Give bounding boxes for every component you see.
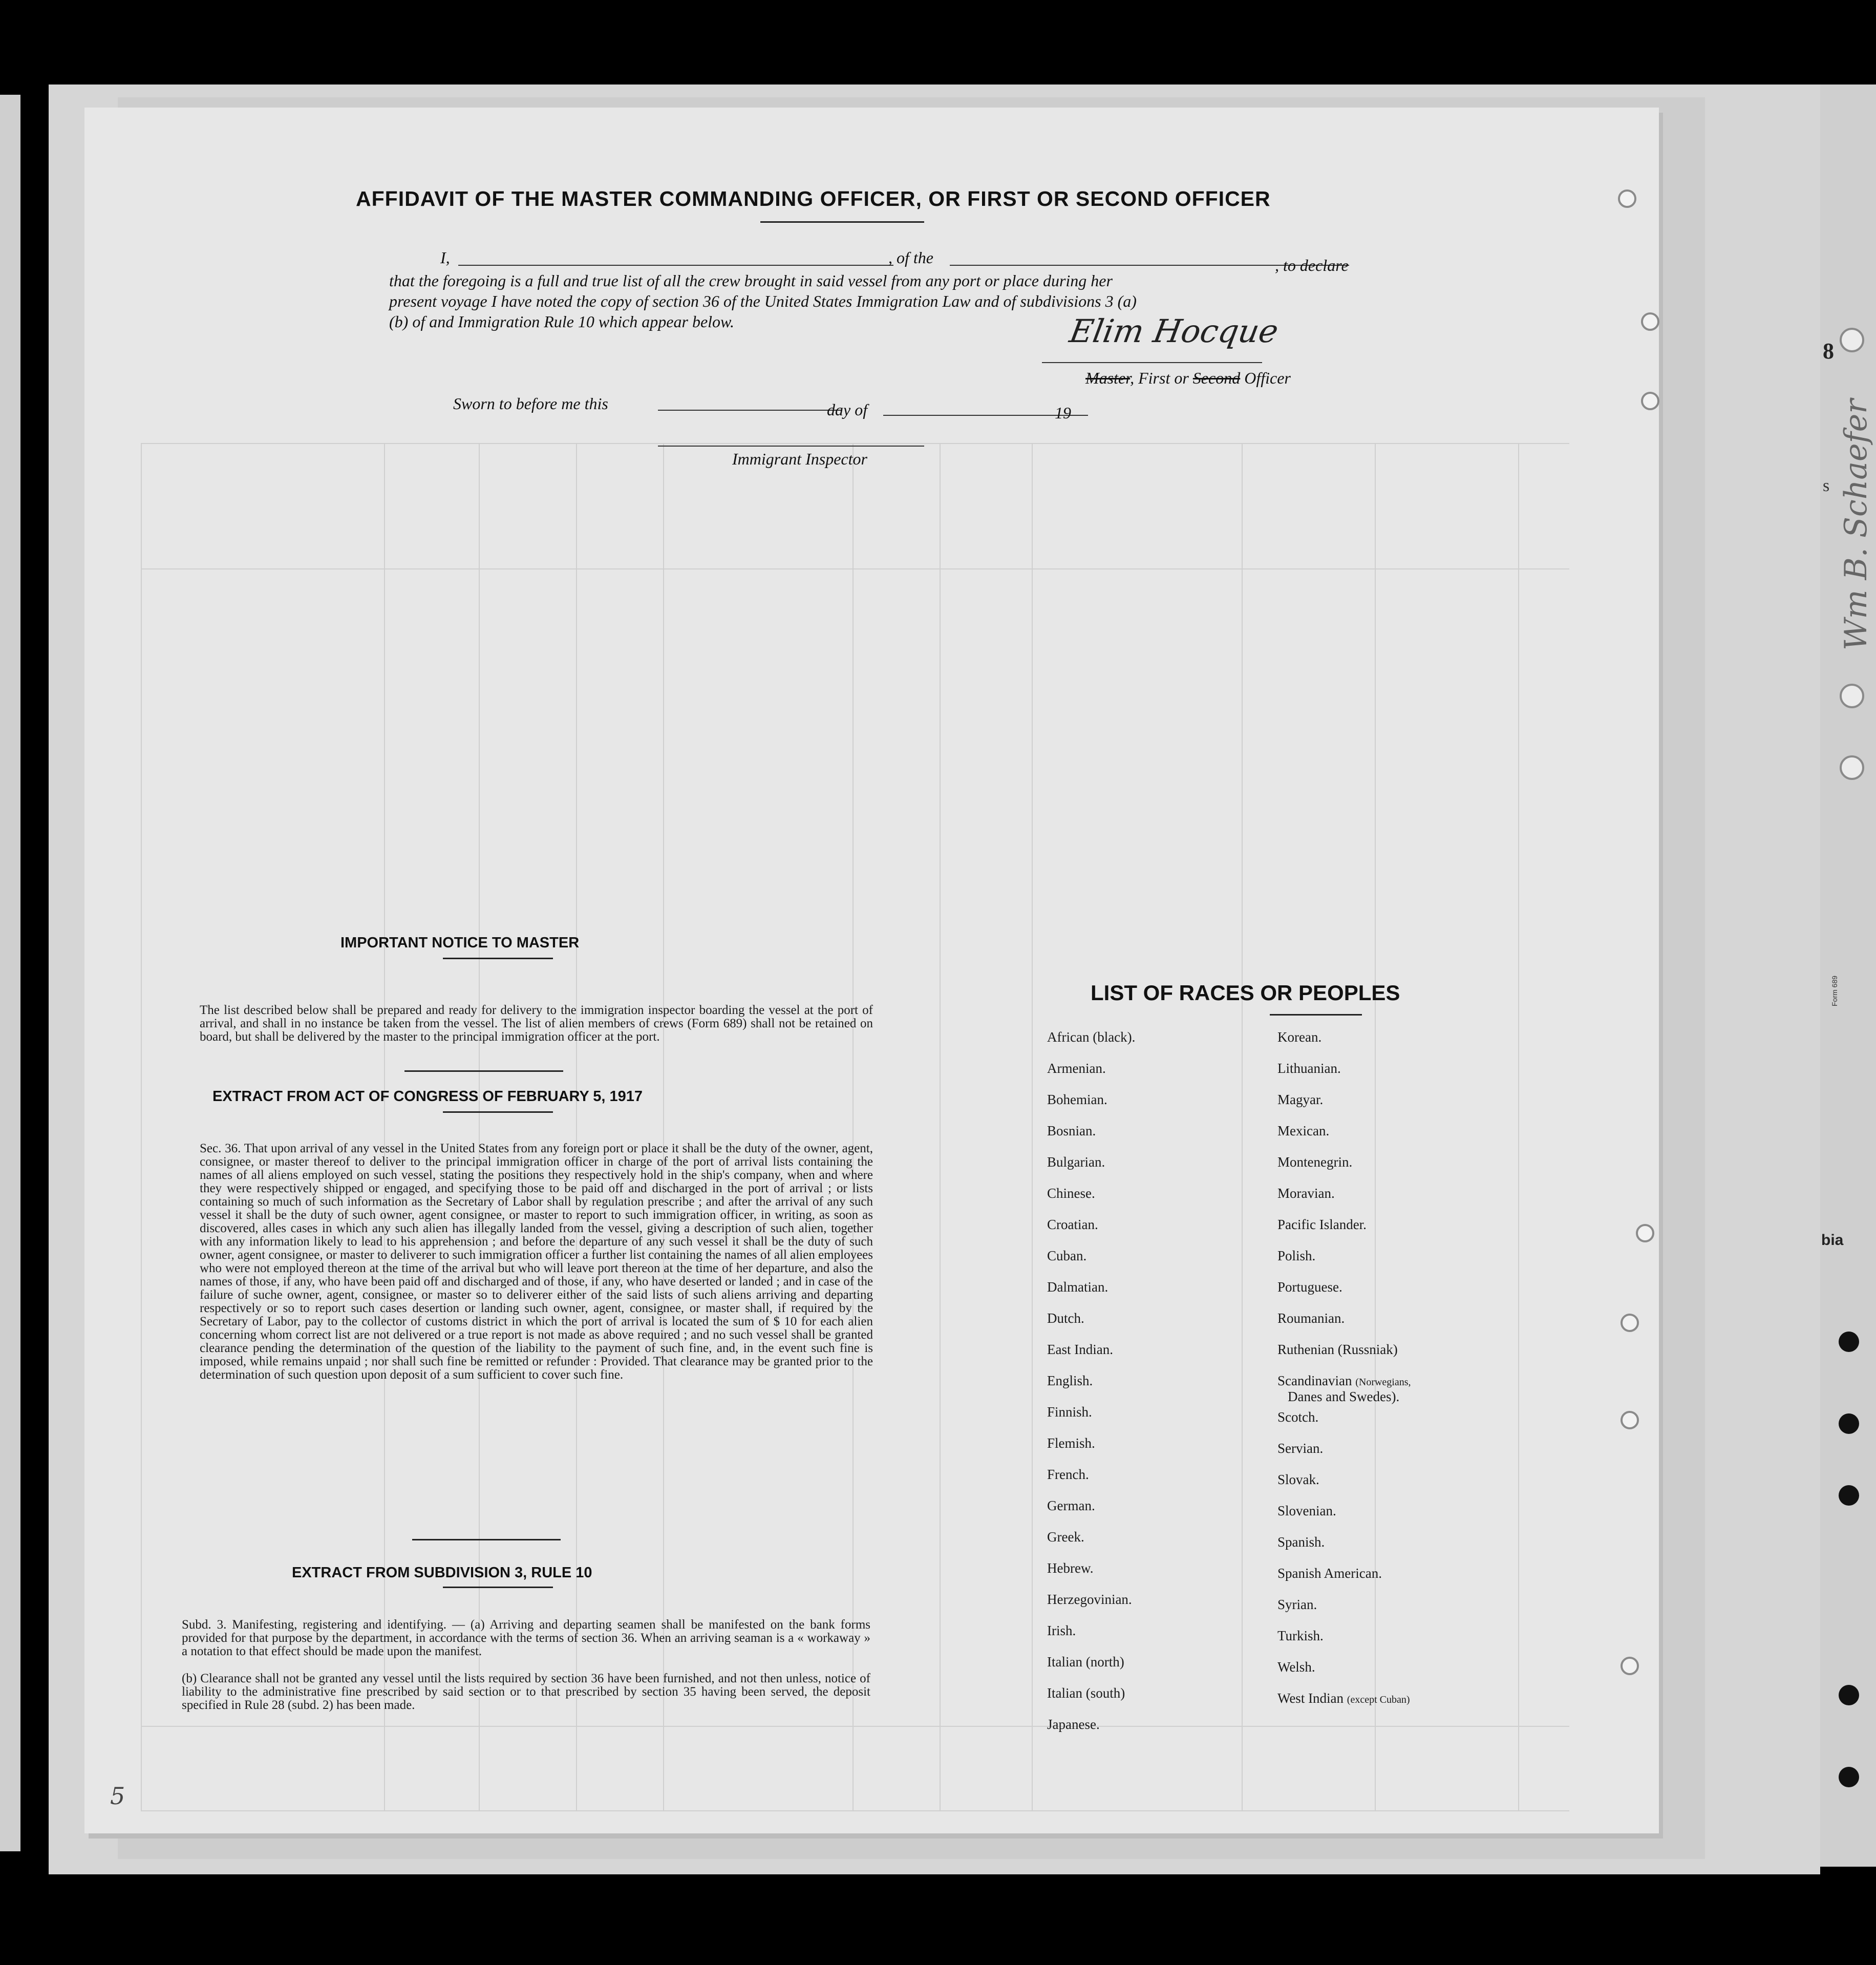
right-margin-number: 8 [1823, 339, 1834, 364]
sheet-hole-icon [1618, 189, 1636, 208]
race-item: Moravian. [1277, 1186, 1335, 1201]
race-item: Servian. [1277, 1441, 1324, 1456]
affidavit-to-declare: , to declare [1275, 256, 1349, 274]
officer-signature: Elim Hocque [1067, 312, 1282, 350]
sworn-label: Sworn to before me this [453, 394, 608, 413]
bottom-handwritten-mark: 5 [110, 1782, 125, 1810]
officer-role: Master, First or Second Officer [1085, 369, 1291, 387]
bleed-grid-line [479, 443, 480, 1810]
race-item: Bulgarian. [1047, 1154, 1105, 1170]
signature-line [1042, 362, 1262, 363]
race-item: Scotch. [1277, 1409, 1319, 1425]
race-item: Turkish. [1277, 1628, 1324, 1643]
notice-rule [404, 1070, 563, 1072]
races-heading: LIST OF RACES OR PEOPLES [1091, 981, 1400, 1005]
day-of-label: day of [827, 400, 868, 419]
affidavit-line-2: that the foregoing is a full and true list of all the crew brought in said vessel from any port or place during her [389, 271, 1113, 290]
race-item: English. [1047, 1373, 1093, 1388]
affidavit-title: AFFIDAVIT OF THE MASTER COMMANDING OFFICER, OR FIRST OR SECOND OFFICER [356, 187, 1271, 210]
race-item: German. [1047, 1498, 1095, 1513]
notice-rule [443, 958, 553, 959]
sheet-hole-icon [1621, 1657, 1639, 1675]
race-item: Portuguese. [1277, 1279, 1342, 1295]
bleed-grid-line [1242, 443, 1243, 1810]
race-item: Croatian. [1047, 1217, 1098, 1232]
race-item: Dutch. [1047, 1311, 1084, 1326]
race-item: Montenegrin. [1277, 1154, 1353, 1170]
race-item: Welsh. [1277, 1659, 1315, 1675]
bleed-grid-line [940, 443, 941, 1810]
race-item: East Indian. [1047, 1342, 1113, 1357]
inspector-signature-line[interactable] [658, 446, 924, 447]
race-item: Spanish. [1277, 1534, 1325, 1550]
act-extract-text: Sec. 36. That upon arrival of any vessel in the United States from any foreign port or place it shall be the duty of the owner, agent, consignee, or master thereof to deliver to the principal immigration officer in charge of the port of arrival lists containing the names of all aliens employed on such vessel, stating the positions they respectively hold in the ship's company, when and where they were respectively shipped or engaged, and specifying those to be paid off and discharged in the port of arrival ; or lists containing so much of such information as the Secretary of Labor shall by regulation prescribe ; and after the arrival of any such vessel it shall be the duty of such owner, agent consignee, or master to report to such immigration officer, in writing, as soon as discovered, alles cases in which any such alien has illegally landed from the vessel, giving a description of such alien, together with any information likely to lead to his apprehension ; and before the departure of any such vessel it shall be the duty of such owner, agent consignee, or master to deliverer to such immigration officer a further list containing the names of all alien employees who were not employed thereon at the time of the arrival but who will leave port thereon at the time of her departure, and also the names of those, if any, who have been paid off and discharged and of those, if any, who have deserted or landed ; and in case of the failure of suche owner, agent, consignee, or master so to deliverer either of the said lists of such aliens arriving and departing respectively or so to report such cases desertion or landing such owner, agent, consignee, or master shall, if required by the Secretary of Labor, pay to the collector of customs district in which the port of arrival is located the sum of $ 10 for each alien concerning whom correct list are not delivered or a true report is not made as above required ; and no such vessel shall be granted clearance pending the determination of the question of the liability to the payment of such fine, and, in the event such fine is imposed, while remains unpaid ; nor shall such fine be remitted or refunder : Provided. That clearance may be granted prior to the determination of such question upon deposit of a sum sufficient to cover such fine. [200, 1142, 873, 1382]
race-item: Cuban. [1047, 1248, 1087, 1263]
act-end-rule [412, 1539, 561, 1540]
right-margin-letter: s [1823, 476, 1830, 495]
race-item: Flemish. [1047, 1435, 1095, 1451]
race-item: Scandinavian (Norwegians, [1277, 1373, 1411, 1388]
race-item: Armenian. [1047, 1061, 1106, 1076]
race-item: Hebrew. [1047, 1560, 1094, 1576]
punch-hole-icon [1840, 328, 1864, 352]
races-right-column [1277, 1029, 1411, 1722]
bleed-grid-line [141, 568, 1569, 569]
race-item: Magyar. [1277, 1092, 1324, 1107]
race-item: Lithuanian. [1277, 1061, 1341, 1076]
right-film-strip [1815, 84, 1876, 1867]
sheet-hole-icon [1641, 392, 1659, 410]
act-rule [443, 1111, 553, 1113]
race-item: Herzegovinian. [1047, 1592, 1132, 1607]
race-item: West Indian (except Cuban) [1277, 1691, 1410, 1706]
punch-dot-icon [1839, 1767, 1859, 1787]
right-form-label: Form 689 [1830, 976, 1839, 1006]
race-item: Mexican. [1277, 1123, 1330, 1138]
title-underline [760, 221, 924, 223]
affidavit-of-the: , of the [888, 248, 933, 267]
notice-text: The list described below shall be prepared and ready for delivery to the immigration inspector boarding the vessel at the port of arrival, and shall in no instance be taken from the vessel. The list of alien members of crews (Form 689) shall not be retained on board, but shall be delivered by the master to the principal immigration officer at the port. [200, 1003, 873, 1044]
punch-dot-icon [1839, 1685, 1859, 1705]
punch-hole-icon [1840, 684, 1864, 708]
bleed-grid-line [1518, 443, 1519, 1810]
race-item: Italian (south) [1047, 1685, 1125, 1701]
bleed-grid-line [141, 1810, 1569, 1811]
race-item: Bosnian. [1047, 1123, 1096, 1138]
affidavit-i: I, [440, 248, 450, 267]
year-label: 19 [1055, 404, 1071, 422]
race-item: African (black). [1047, 1029, 1136, 1045]
bleed-grid-line [663, 443, 664, 1810]
rule-rule [443, 1587, 553, 1588]
sheet-hole-icon [1641, 312, 1659, 331]
rule-extract-text-b: (b) Clearance shall not be granted any vessel until the lists required by section 36 have been furnished, and not then unless, notice of liability to the administrative fine prescribed by said section or to that prescribed by section 35 having been served, the deposit specified in Rule 28 (subd. 2) has been made. [182, 1672, 870, 1712]
punch-dot-icon [1839, 1332, 1859, 1352]
race-item: Polish. [1277, 1248, 1316, 1263]
sworn-date-blank[interactable] [658, 410, 842, 411]
race-item: Bohemian. [1047, 1092, 1107, 1107]
sheet-hole-icon [1636, 1224, 1654, 1242]
rule-extract-text-a: Subd. 3. Manifesting, registering and identifying. — (a) Arriving and departing seamen shall be manifested on the bank forms provided for that purpose by the department, in accordance with the terms of section 36. When an arriving seaman is a « workaway » a notation to that effect should be made upon the manifest. [182, 1618, 870, 1658]
bleed-grid-line [141, 443, 142, 1810]
race-item: Japanese. [1047, 1717, 1100, 1732]
act-extract-heading: EXTRACT FROM ACT OF CONGRESS OF FEBRUARY 5, 1917 [212, 1088, 643, 1105]
affidavit-line-4: (b) of and Immigration Rule 10 which appear below. [389, 312, 734, 331]
race-item: Slovak. [1277, 1472, 1319, 1487]
races-rule [1270, 1014, 1362, 1016]
sheet-hole-icon [1621, 1314, 1639, 1332]
punch-dot-icon [1839, 1485, 1859, 1506]
sheet-hole-icon [1621, 1411, 1639, 1429]
race-item: Syrian. [1277, 1597, 1317, 1612]
punch-dot-icon [1839, 1413, 1859, 1434]
race-item: Spanish American. [1277, 1566, 1382, 1581]
affidavit-line-3: present voyage I have noted the copy of section 36 of the United States Immigration Law and of subdivisions 3 (a) [389, 292, 1137, 310]
race-item: Greek. [1047, 1529, 1084, 1545]
name-blank-field[interactable] [458, 265, 893, 266]
rule-extract-heading: EXTRACT FROM SUBDIVISION 3, RULE 10 [292, 1565, 592, 1581]
race-item: Korean. [1277, 1029, 1322, 1045]
race-item: Chinese. [1047, 1186, 1095, 1201]
bleed-grid-line [852, 443, 854, 1810]
left-film-strip [0, 95, 20, 1851]
race-item: Irish. [1047, 1623, 1076, 1638]
inspector-label: Immigrant Inspector [732, 450, 867, 468]
races-left-column [1047, 1029, 1135, 1748]
bleed-grid-line [576, 443, 577, 1810]
bleed-grid-line [1032, 443, 1033, 1810]
race-item: Ruthenian (Russniak) [1277, 1342, 1398, 1357]
race-item: Danes and Swedes). [1288, 1389, 1400, 1404]
right-handwritten-note: Wm B. Schaefer [1838, 399, 1874, 650]
race-item: Roumanian. [1277, 1311, 1345, 1326]
bleed-grid-line [141, 1726, 1569, 1727]
race-item: Slovenian. [1277, 1503, 1336, 1518]
race-item: Italian (north) [1047, 1654, 1124, 1670]
bleed-grid-line [141, 443, 1569, 444]
bleed-grid-line [384, 443, 385, 1810]
notice-heading: IMPORTANT NOTICE TO MASTER [340, 935, 580, 951]
race-item: French. [1047, 1467, 1089, 1482]
right-margin-label: bia [1821, 1232, 1844, 1249]
race-item: Dalmatian. [1047, 1279, 1108, 1295]
punch-hole-icon [1840, 755, 1864, 780]
affidavit-sheet [84, 108, 1659, 1833]
race-item: Finnish. [1047, 1404, 1092, 1420]
race-item: Pacific Islander. [1277, 1217, 1367, 1232]
